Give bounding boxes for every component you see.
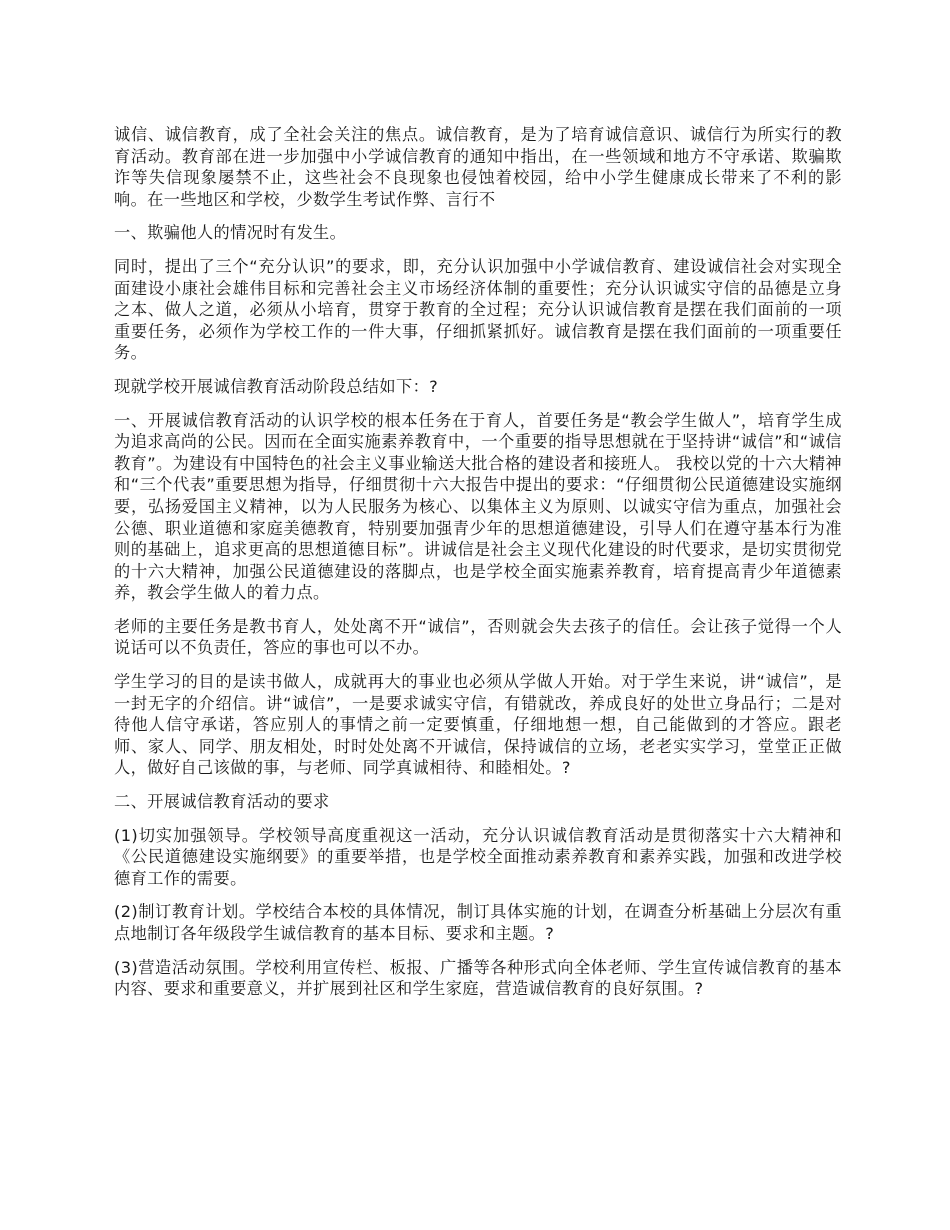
paragraph-students: 学生学习的目的是读书做人，成就再大的事业也必须从学做人开始。对于学生来说，讲“诚信”，是一封无字的介绍信。讲“诚信”，一是要求诚实守信，有错就改，养成良好的处世立身品行；二是对待他人信守承诺，答应别人的事情之前一定要慎重，仔细地想一想，自己能做到的才答应。跟老师、家人、同学、朋友相处，时时处处离不开诚信，保持诚信的立场，老老实实学习，堂堂正正做人，做好自己该做的事，与老师、同学真诚相待、和睦相处。? <box>114 672 842 778</box>
paragraph-deception: 一、欺骗他人的情况时有发生。 <box>114 223 347 243</box>
paragraph-section-one: 一、开展诚信教育活动的认识学校的根本任务在于育人，首要任务是“教会学生做人”，培育学生成为追求高尚的公民。因而在全面实施素养教育中，一个重要的指导思想就在于坚持讲“诚信”和“诚信教育”。为建设有中国特色的社会主义事业输送大批合格的建设者和接班人。 我校以党的十六大精神和“三个代表”重要思想为指导，仔细贯彻十六大报告中提出的要求：“仔细贯彻公民道德建设实施纲要，弘扬爱国主义精神，以为人民服务为核心、以集体主义为原则、以诚实守信为重点，加强社会公德、职业道德和家庭美德教育，特别要加强青少年的思想道德建设，引导人们在遵守基本行为准则的基础上，追求更高的思想道德目标”。讲诚信是社会主义现代化建设的时代要求，是切实贯彻党的十六大精神，加强公民道德建设的落脚点，也是学校全面实施素养教育，培育提高青少年道德素养，教会学生做人的着力点。 <box>114 410 842 603</box>
paragraph-three-recognitions: 同时，提出了三个“充分认识”的要求，即，充分认识加强中小学诚信教育、建设诚信社会对实现全面建设小康社会雄伟目标和完善社会主义市场经济体制的重要性；充分认识诚实守信的品德是立身之本、做人之道，必须从小培育，贯穿于教育的全过程；充分认识诚信教育是摆在我们面前的一项重要任务，必须作为学校工作的一件大事，仔细抓紧抓好。诚信教育是摆在我们面前的一项重要任务。 <box>114 256 842 363</box>
paragraph-item-2: (2)制订教育计划。学校结合本校的具体情况，制订具体实施的计划，在调查分析基础上分层次有重点地制订各年级段学生诚信教育的基本目标、要求和主题。? <box>114 902 842 943</box>
paragraph-item-3: (3)营造活动氛围。学校利用宣传栏、板报、广播等各种形式向全体老师、学生宣传诚信教育的基本内容、要求和重要意义，并扩展到社区和学生家庭，营造诚信教育的良好氛围。? <box>114 957 842 999</box>
paragraph-summary-lead: 现就学校开展诚信教育活动阶段总结如下：? <box>114 376 439 396</box>
heading-section-two: 二、开展诚信教育活动的要求 <box>114 792 330 812</box>
paragraph-intro: 诚信、诚信教育，成了全社会关注的焦点。诚信教育，是为了培育诚信意识、诚信行为所实行的教育活动。教育部在进一步加强中小学诚信教育的通知中指出，在一些领域和地方不守承诺、欺骗欺诈等失信现象屡禁不止，这些社会不良现象也侵蚀着校园，给中小学生健康成长带来了不利的影响。在一些地区和学校，少数学生考试作弊、言行不 <box>114 125 842 209</box>
paragraph-item-1: (1)切实加强领导。学校领导高度重视这一活动，充分认识诚信教育活动是贯彻落实十六大精神和《公民道德建设实施纲要》的重要举措，也是学校全面推动素养教育和素养实践，加强和改进学校德育工作的需要。 <box>114 825 842 888</box>
document-body <box>114 124 842 1012</box>
paragraph-teachers: 老师的主要任务是教书育人，处处离不开“诚信”，否则就会失去孩子的信任。会让孩子觉得一个人说话可以不负责任，答应的事也可以不办。 <box>114 616 842 658</box>
